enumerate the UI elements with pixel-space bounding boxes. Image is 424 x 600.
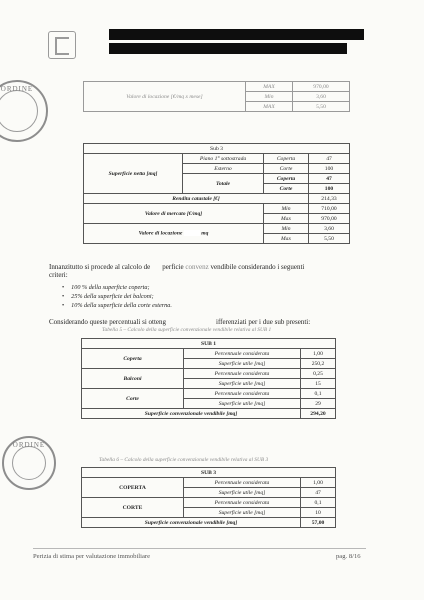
table-cell: 0,25: [301, 369, 336, 379]
group-label: Coperta: [82, 349, 184, 369]
rendita-label: Rendita catastale [€]: [84, 194, 309, 204]
group-label: Corte: [82, 389, 184, 409]
table-cell: 100: [309, 164, 350, 174]
list-item: • 25% della superficie dei balconi;: [62, 292, 172, 301]
table-cell: Superficie utile [mq]: [184, 359, 301, 369]
list-item: • 10% della superficie della corte esterna.: [62, 301, 172, 310]
group-label: COPERTA: [82, 478, 184, 498]
locazione-label: Valore di locazione [€/mq x mese]: [84, 82, 246, 112]
table-cell: Coperta: [264, 174, 309, 184]
ordine-stamp-top-icon: ORDINE: [0, 80, 48, 142]
table-cell: 970,00: [309, 214, 350, 224]
total-label: Superficie convenzionale vendibile [mq]: [82, 518, 301, 528]
table-cell: Superficie utile [mq]: [184, 399, 301, 409]
table-cell: Min: [264, 204, 309, 214]
table-cell: MAX: [246, 82, 293, 92]
text: Considerando queste percentuali si otteng: [49, 318, 167, 326]
group-label: Balconi: [82, 369, 184, 389]
table-title: SUB 1: [82, 339, 336, 349]
table-cell: Percentuale considerata: [184, 478, 301, 488]
sub3-surface-table: [81, 467, 336, 528]
table-cell: 3,60: [293, 92, 350, 102]
table-cell: 29: [301, 399, 336, 409]
table-cell: 47: [309, 174, 350, 184]
table-cell: Percentuale considerata: [184, 369, 301, 379]
table-cell: Superficie utile [mq]: [184, 508, 301, 518]
table-cell: 1,00: [301, 349, 336, 359]
page-number: pag. 8/16: [336, 553, 361, 560]
footer-divider: [33, 548, 366, 549]
redacted-header-line-2: [109, 43, 347, 54]
table-cell: 100: [309, 184, 350, 194]
table-cell: Min: [246, 92, 293, 102]
table-cell: Corte: [264, 164, 309, 174]
locazione-label: Valore di locazione: [138, 230, 183, 237]
top-locazione-table: [83, 81, 350, 112]
table-cell: MAX: [246, 102, 293, 112]
table-cell: Percentuale considerata: [184, 498, 301, 508]
ordine-stamp-bottom-icon: ORDINE: [2, 436, 56, 490]
text: criteri:: [49, 271, 68, 279]
table-cell: Percentuale considerata: [184, 389, 301, 399]
table-cell: Esterno: [183, 164, 264, 174]
table-cell: 0,1: [301, 389, 336, 399]
table-cell: 0,1: [301, 498, 336, 508]
sub1-surface-table: [81, 338, 336, 419]
table-cell: Superficie utile [mq]: [184, 379, 301, 389]
text: ifferenziati per i due sub presenti:: [216, 318, 311, 326]
table-cell: 47: [301, 488, 336, 498]
mercato-label: Valore di mercato [€/mq]: [84, 204, 264, 224]
criteria-list: [62, 283, 172, 310]
redacted-patch: [184, 230, 200, 236]
table-cell: Min: [264, 224, 309, 234]
group-label: CORTE: [82, 498, 184, 518]
sub3-summary-table: [83, 143, 350, 244]
table-cell: Coperta: [264, 154, 309, 164]
table-cell: 3,60: [309, 224, 350, 234]
table5-caption: Tabella 5 – Calcolo della superficie convenzionale vendibile relativa al SUB 1: [102, 327, 272, 333]
table-cell: 1,00: [301, 478, 336, 488]
table-cell: Superficie utile [mq]: [184, 488, 301, 498]
table-cell: 5,50: [293, 102, 350, 112]
table-title: SUB 3: [82, 468, 336, 478]
table-cell: Max: [264, 214, 309, 224]
redacted-header-line-1: [109, 29, 364, 40]
table-cell: Corte: [264, 184, 309, 194]
text: convenz: [185, 263, 209, 271]
total-value: 57,00: [301, 518, 336, 528]
text: Innanzitutto si procede al calcolo de: [49, 263, 151, 271]
locazione-cell: [84, 224, 264, 244]
table6-caption: Tabella 6 – Calcolo della superficie convenzionale vendibile relativa al SUB 3: [99, 457, 269, 463]
text: vendibile considerando i seguenti: [210, 263, 305, 271]
intro-paragraph: [49, 263, 379, 279]
table-cell: 710,00: [309, 204, 350, 214]
table-cell: 970,00: [293, 82, 350, 92]
table-cell: Percentuale considerata: [184, 349, 301, 359]
table-cell: 15: [301, 379, 336, 389]
superficie-label: Superficie netta [mq]: [84, 154, 183, 194]
footer-title: Perizia di stima per valutazione immobiliare: [33, 553, 151, 560]
table-cell: 5,50: [309, 234, 350, 244]
table-cell: 10: [301, 508, 336, 518]
list-item: • 100 % della superficie coperta;: [62, 283, 172, 292]
total-label: Superficie convenzionale vendibile [mq]: [82, 409, 301, 419]
table-title: Sub 3: [84, 144, 350, 154]
table-cell: Piano 1° sottostrada: [183, 154, 264, 164]
text: perficie: [162, 263, 184, 271]
considering-sentence: [49, 318, 379, 326]
table-cell: 47: [309, 154, 350, 164]
rendita-value: 214,33: [309, 194, 350, 204]
locazione-suffix: mq: [201, 230, 209, 237]
table-cell: Totale: [183, 174, 264, 194]
total-value: 294,20: [301, 409, 336, 419]
table-cell: Max: [264, 234, 309, 244]
document-logo-icon: [48, 31, 76, 59]
table-cell: 250,2: [301, 359, 336, 369]
